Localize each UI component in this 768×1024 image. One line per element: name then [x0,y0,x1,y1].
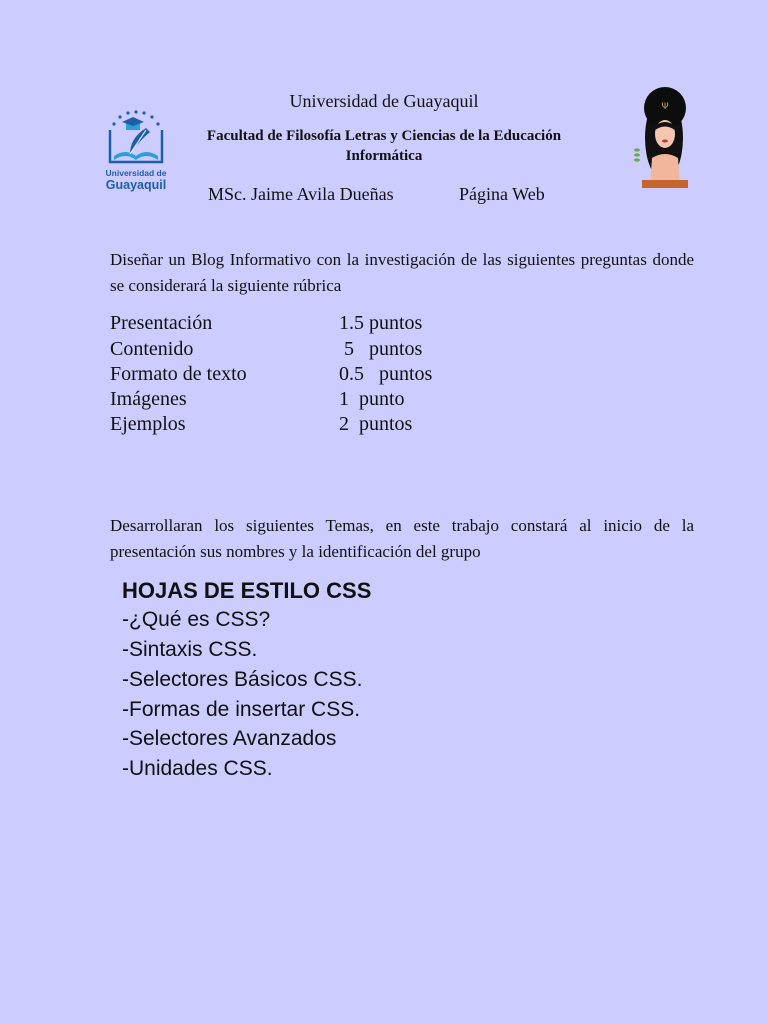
topic-item: -¿Qué es CSS? [122,608,271,631]
rubric-points: 2 puntos [339,413,413,435]
rubric-criterion: Imágenes [110,388,187,410]
university-name: Universidad de Guayaquil [289,91,479,111]
rubric-points: 1.5 puntos [339,312,423,334]
rubric-points: 5 puntos [339,338,423,360]
rubric-criterion: Formato de texto [110,363,247,385]
rubric-criterion: Ejemplos [110,413,186,435]
rubric-criterion: Presentación [110,312,213,334]
topic-item: -Sintaxis CSS. [122,638,258,661]
department-name: Informática [345,148,423,164]
rubric-row [110,338,510,363]
intro-paragraph: Diseñar un Blog Informativo con la investigación de las siguientes preguntas donde se considerará la siguiente rúbrica [110,250,694,295]
rubric-criterion: Contenido [110,338,194,360]
rubric-row [110,388,510,413]
logo-text-bottom: Guayaquil [105,178,167,192]
topics-title: HOJAS DE ESTILO CSS [122,578,372,603]
rubric-row [110,363,510,388]
rubric-row [110,413,510,438]
rubric-points: 1 punto [339,388,405,410]
logo-text-top: Universidad de [105,168,167,178]
rubric-row [110,312,510,337]
rubric-points: 0.5 puntos [339,363,433,385]
topic-item: -Selectores Básicos CSS. [122,668,363,691]
topic-item: -Unidades CSS. [122,757,273,780]
course-name: Página Web [459,184,545,204]
topic-item: -Selectores Avanzados [122,727,337,750]
topics-intro-paragraph: Desarrollaran los siguientes Temas, en este trabajo constará al inicio de la presentación sus nombres y la identificación del grupo [110,516,694,561]
faculty-name: Facultad de Filosofía Letras y Ciencias de la Educación [206,128,562,144]
svg-text:Ψ: Ψ [661,102,669,112]
faculty-emblem [628,86,694,192]
topic-item: -Formas de insertar CSS. [122,698,361,721]
professor-name: MSc. Jaime Avila Dueñas [208,184,394,204]
